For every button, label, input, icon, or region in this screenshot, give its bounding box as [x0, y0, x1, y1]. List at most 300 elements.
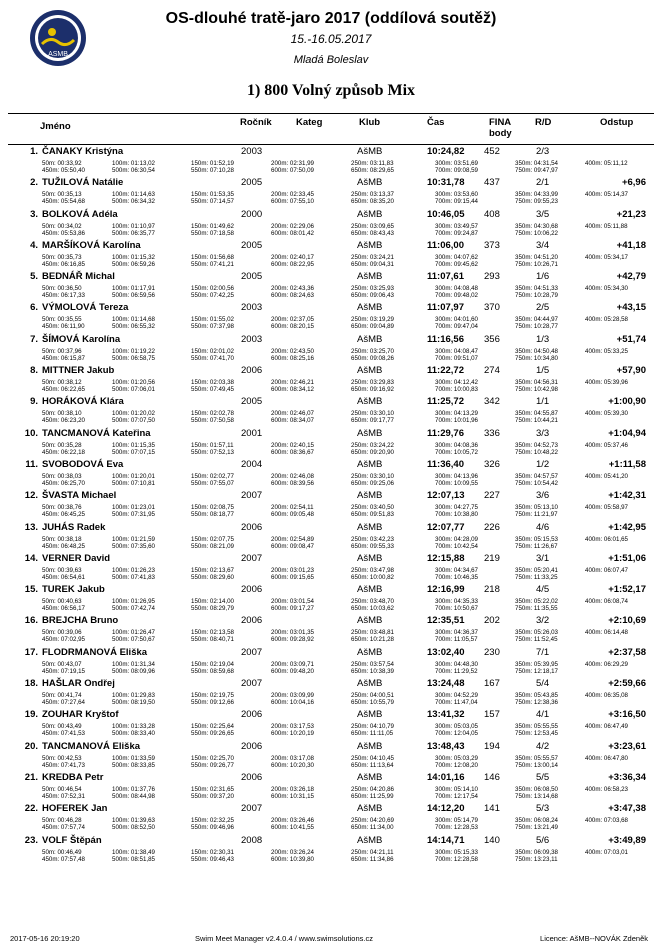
club-name: AšMB: [357, 771, 383, 783]
split-time: 500m: 08:51,85: [112, 855, 156, 863]
heat-lane: 1/6: [536, 271, 550, 283]
result-rank: 5.: [30, 271, 38, 283]
split-time: 300m: 04:13,96: [435, 472, 479, 480]
swimmer-name: HAŠLAR Ondřej: [42, 678, 115, 690]
split-time: 750m: 09:47,97: [515, 167, 559, 174]
split-time: 150m: 01:55,02: [191, 316, 235, 324]
split-time: 550m: 07:18,58: [191, 229, 235, 237]
split-time: 100m: 01:14,68: [112, 316, 156, 324]
final-time: 14:12,20: [427, 803, 465, 815]
split-time: 50m: 00:35,55: [42, 316, 82, 324]
split-time: 150m: 02:32,25: [191, 817, 235, 825]
col-year: Ročník: [240, 117, 272, 128]
split-time: 650m: 11:34,86: [351, 855, 394, 863]
swimmer-name: HORÁKOVÁ Klára: [42, 396, 124, 408]
time-gap: +41,18: [616, 239, 646, 251]
split-time: 350m: 04:44,97: [515, 316, 559, 324]
split-time: 450m: 06:45,25: [42, 511, 86, 519]
split-time: 300m: 05:15,33: [435, 848, 479, 856]
split-time: 350m: 05:26,03: [515, 629, 559, 637]
result-row: [0, 270, 662, 301]
result-rank: 14.: [24, 552, 38, 564]
time-gap: +3:49,89: [608, 834, 646, 846]
heat-lane: 5/5: [536, 771, 550, 783]
result-rank: 8.: [30, 365, 38, 377]
final-time: 12:15,88: [427, 552, 465, 564]
split-time: 550m: 07:52,13: [191, 448, 235, 456]
split-time: 400m: 06:58,23: [585, 785, 629, 793]
split-time: 500m: 06:30,54: [112, 167, 156, 174]
result-row: [0, 646, 662, 677]
heat-lane: 3/5: [536, 208, 550, 220]
club-name: AšMB: [357, 458, 383, 470]
split-time: 650m: 10:55,79: [351, 699, 395, 707]
split-time: 450m: 07:41,53: [42, 730, 86, 738]
split-time: 650m: 10:38,39: [351, 667, 395, 675]
split-time: 550m: 07:10,28: [191, 167, 235, 174]
result-row: [0, 552, 662, 583]
split-time: 250m: 03:48,81: [351, 629, 395, 637]
split-time: 500m: 07:42,74: [112, 605, 156, 613]
split-time: 200m: 03:26,46: [271, 817, 315, 825]
split-time: 400m: 06:47,49: [585, 723, 629, 731]
split-time: 400m: 05:34,17: [585, 253, 629, 261]
split-time: 300m: 04:08,48: [435, 285, 479, 293]
split-time: 700m: 10:09,55: [435, 479, 479, 487]
split-time: 250m: 03:25,93: [351, 285, 395, 293]
fina-points: 452: [484, 146, 500, 157]
split-time: 500m: 06:59,26: [112, 260, 156, 268]
birth-year: 2007: [241, 646, 263, 658]
final-time: 11:07,97: [427, 302, 464, 314]
split-time: 250m: 03:19,29: [351, 316, 395, 324]
split-time: 250m: 03:40,50: [351, 504, 395, 512]
split-time: 300m: 04:07,62: [435, 253, 479, 261]
split-time: 50m: 00:40,63: [42, 598, 82, 606]
split-time: 450m: 07:27,64: [42, 699, 86, 707]
heat-lane: 4/1: [536, 709, 550, 721]
split-time: 350m: 05:39,95: [515, 660, 559, 668]
split-time: 200m: 03:09,71: [271, 660, 315, 668]
split-time: 700m: 09:51,07: [435, 354, 479, 362]
split-time: 450m: 05:54,68: [42, 198, 86, 206]
split-time: 350m: 06:09,38: [515, 848, 559, 856]
split-time: 350m: 04:57,57: [515, 472, 559, 480]
result-rank: 20.: [24, 740, 38, 752]
split-time: 250m: 03:30,10: [351, 410, 395, 418]
split-time: 150m: 02:25,70: [191, 754, 235, 762]
split-time: 350m: 05:55,57: [515, 754, 559, 762]
split-time: 350m: 05:13,10: [515, 504, 559, 512]
club-name: AšMB: [357, 584, 383, 596]
split-time: 350m: 05:20,41: [515, 566, 559, 574]
final-time: 11:22,72: [427, 365, 464, 377]
split-time: 650m: 09:04,89: [351, 323, 395, 331]
split-time: 500m: 07:50,67: [112, 636, 156, 644]
split-time: 300m: 04:12,42: [435, 379, 479, 387]
club-name: AšMB: [357, 208, 383, 220]
split-time: 400m: 05:14,37: [585, 191, 629, 199]
split-time: 550m: 07:55,07: [191, 479, 235, 487]
split-time: 600m: 08:36,67: [271, 448, 315, 456]
swimmer-name: TUŽILOVÁ Natálie: [42, 177, 124, 189]
club-name: AšMB: [357, 396, 383, 408]
split-time: 100m: 01:23,01: [112, 504, 156, 512]
club-name: AšMB: [357, 239, 383, 251]
split-time: 150m: 02:02,78: [191, 410, 235, 418]
split-time: 200m: 02:29,06: [271, 222, 315, 230]
club-name: AšMB: [357, 834, 383, 846]
split-time: 350m: 04:52,73: [515, 441, 559, 449]
split-time: 550m: 09:12,66: [191, 699, 235, 707]
time-gap: +3:16,50: [608, 709, 646, 721]
split-time: 100m: 01:20,02: [112, 410, 156, 418]
split-time: 300m: 05:03,29: [435, 754, 479, 762]
time-gap: +57,90: [616, 365, 646, 377]
split-time: 300m: 04:27,75: [435, 504, 479, 512]
split-time: 100m: 01:39,63: [112, 817, 156, 825]
time-gap: +1:42,31: [608, 490, 646, 502]
fina-points: 408: [484, 208, 500, 220]
split-time: 700m: 09:45,62: [435, 260, 479, 268]
split-time: 150m: 02:19,04: [191, 660, 235, 668]
split-time: 600m: 10:04,16: [271, 699, 315, 707]
birth-year: 2001: [241, 427, 263, 439]
split-time: 450m: 06:17,33: [42, 292, 86, 300]
heat-lane: 3/1: [536, 552, 550, 564]
heat-lane: 2/3: [536, 146, 550, 157]
split-time: 500m: 08:33,85: [112, 761, 156, 769]
results-list: [0, 145, 662, 865]
split-time: 50m: 00:37,96: [42, 347, 82, 355]
result-row: [0, 458, 662, 489]
result-row: [0, 834, 662, 865]
split-time: 450m: 06:16,85: [42, 260, 86, 268]
split-time: 600m: 08:34,12: [271, 386, 315, 394]
split-time: 350m: 05:15,53: [515, 535, 559, 543]
birth-year: 2005: [241, 177, 263, 189]
fina-points: 370: [484, 302, 500, 314]
split-time: 750m: 10:42,98: [515, 386, 559, 394]
time-gap: +3:47,38: [608, 803, 646, 815]
split-time: 700m: 09:24,87: [435, 229, 479, 237]
birth-year: 2006: [241, 615, 263, 627]
heat-lane: 3/6: [536, 490, 550, 502]
split-time: 750m: 11:21,97: [515, 511, 558, 519]
heat-lane: 1/1: [536, 396, 550, 408]
birth-year: 2007: [241, 490, 263, 502]
split-time: 450m: 06:25,70: [42, 479, 86, 487]
split-time: 400m: 06:14,48: [585, 629, 629, 637]
split-time: 550m: 08:29,79: [191, 605, 235, 613]
split-time: 550m: 09:46,43: [191, 855, 235, 863]
fina-points: 157: [484, 709, 500, 721]
split-time: 250m: 04:20,86: [351, 785, 395, 793]
swimmer-name: VERNER David: [42, 552, 111, 564]
fina-points: 230: [484, 646, 500, 658]
swimmer-name: ČANAKY Kristýna: [42, 146, 124, 157]
split-time: 500m: 06:59,56: [112, 292, 156, 300]
split-time: 50m: 00:39,06: [42, 629, 82, 637]
fina-points: 342: [484, 396, 500, 408]
split-time: 650m: 09:08,26: [351, 354, 395, 362]
split-time: 250m: 03:30,10: [351, 472, 395, 480]
page-title: OS-dlouhé tratě-jaro 2017 (oddílová soutěž): [165, 10, 497, 27]
split-time: 150m: 02:02,77: [191, 472, 235, 480]
final-time: 10:46,05: [427, 208, 465, 220]
split-time: 500m: 07:41,83: [112, 573, 156, 581]
fina-points: 146: [484, 771, 500, 783]
split-time: 400m: 06:08,74: [585, 598, 629, 606]
split-time: 450m: 05:50,40: [42, 167, 86, 174]
birth-year: 2003: [241, 333, 263, 345]
heat-lane: 3/2: [536, 615, 550, 627]
club-name: AšMB: [357, 177, 383, 189]
split-time: 600m: 08:39,56: [271, 479, 315, 487]
svg-text:ASMB: ASMB: [48, 51, 68, 58]
swimmer-name: FLODRMANOVÁ Eliška: [42, 646, 148, 658]
result-rank: 1.: [30, 146, 38, 157]
split-time: 300m: 04:28,09: [435, 535, 479, 543]
split-time: 100m: 01:29,83: [112, 692, 156, 700]
swimmer-name: BEDNÁŘ Michal: [42, 271, 115, 283]
split-time: 150m: 01:56,68: [191, 253, 235, 261]
swimmer-name: BOLKOVÁ Adéla: [42, 208, 118, 220]
split-time: 250m: 03:24,22: [351, 441, 395, 449]
split-time: 250m: 03:25,70: [351, 347, 395, 355]
split-time: 100m: 01:33,59: [112, 754, 156, 762]
split-time: 300m: 04:34,67: [435, 566, 479, 574]
split-time: 200m: 03:09,99: [271, 692, 315, 700]
split-time: 50m: 00:38,10: [42, 410, 82, 418]
split-time: 300m: 05:14,10: [435, 785, 479, 793]
split-time: 750m: 10:34,80: [515, 354, 559, 362]
split-time: 50m: 00:39,63: [42, 566, 82, 574]
split-time: 300m: 03:49,57: [435, 222, 479, 230]
split-time: 200m: 02:46,21: [271, 379, 315, 387]
final-time: 11:25,72: [427, 396, 464, 408]
split-time: 150m: 02:19,75: [191, 692, 235, 700]
time-gap: +43,15: [616, 302, 646, 314]
split-time: 150m: 01:57,11: [191, 441, 234, 449]
swimmer-name: MARŠÍKOVÁ Karolína: [42, 239, 141, 251]
heat-lane: 3/3: [536, 427, 550, 439]
split-time: 750m: 13:21,49: [515, 824, 559, 832]
split-time: 750m: 09:55,23: [515, 198, 559, 206]
split-time: 550m: 08:18,77: [191, 511, 235, 519]
split-time: 300m: 04:48,30: [435, 660, 479, 668]
split-time: 700m: 10:42,54: [435, 542, 479, 550]
split-time: 450m: 07:57,48: [42, 855, 86, 863]
club-name: AšMB: [357, 271, 383, 283]
heat-lane: 4/5: [536, 584, 550, 596]
result-rank: 9.: [30, 396, 38, 408]
split-time: 350m: 04:56,31: [515, 379, 559, 387]
results-header: [8, 113, 654, 145]
split-time: 750m: 11:33,25: [515, 573, 558, 581]
time-gap: +6,96: [621, 177, 646, 189]
split-time: 750m: 10:44,21: [515, 417, 559, 425]
result-row: [0, 583, 662, 614]
split-time: 400m: 05:41,20: [585, 472, 629, 480]
result-rank: 21.: [24, 771, 38, 783]
split-time: 700m: 12:17,54: [435, 792, 479, 800]
final-time: 14:01,16: [427, 771, 465, 783]
col-rd: R/D: [535, 117, 552, 128]
birth-year: 2005: [241, 396, 263, 408]
club-name: AšMB: [357, 646, 383, 658]
result-rank: 15.: [24, 584, 38, 596]
split-time: 200m: 02:31,99: [271, 160, 315, 167]
fina-points: 202: [484, 615, 500, 627]
split-time: 50m: 00:33,92: [42, 160, 82, 167]
split-time: 650m: 11:13,64: [351, 761, 394, 769]
split-time: 500m: 08:52,50: [112, 824, 156, 832]
split-time: 150m: 01:52,19: [191, 160, 235, 167]
footer-licence: Licence: AšMB--NOVÁK Zdeněk: [540, 934, 648, 943]
split-time: 250m: 03:42,23: [351, 535, 395, 543]
heat-lane: 3/4: [536, 239, 550, 251]
split-time: 100m: 01:20,56: [112, 379, 156, 387]
split-time: 100m: 01:15,35: [112, 441, 156, 449]
split-time: 550m: 09:37,20: [191, 792, 235, 800]
split-time: 700m: 09:47,04: [435, 323, 479, 331]
split-time: 100m: 01:15,32: [112, 253, 156, 261]
split-time: 50m: 00:46,49: [42, 848, 82, 856]
result-row: [0, 176, 662, 207]
split-time: 500m: 08:19,50: [112, 699, 156, 707]
result-row: [0, 364, 662, 395]
time-gap: +1:04,94: [608, 427, 646, 439]
birth-year: 2003: [241, 146, 263, 157]
swimmer-name: ZOUHAR Kryštof: [42, 709, 119, 721]
split-time: 350m: 04:55,87: [515, 410, 559, 418]
split-time: 100m: 01:37,76: [112, 785, 156, 793]
split-time: 750m: 11:35,55: [515, 605, 558, 613]
split-time: 500m: 08:44,98: [112, 792, 156, 800]
split-time: 450m: 06:56,17: [42, 605, 86, 613]
split-time: 500m: 07:31,95: [112, 511, 156, 519]
meet-place: Mladá Boleslav: [293, 54, 369, 66]
split-time: 350m: 05:22,02: [515, 598, 559, 606]
final-time: 13:41,32: [427, 709, 465, 721]
birth-year: 2006: [241, 709, 263, 721]
result-rank: 19.: [24, 709, 38, 721]
split-time: 200m: 02:43,50: [271, 347, 315, 355]
swimmer-name: ŠVASTA Michael: [42, 490, 117, 502]
split-time: 350m: 04:51,20: [515, 253, 559, 261]
split-time: 600m: 09:08,47: [271, 542, 315, 550]
fina-points: 274: [484, 365, 500, 377]
final-time: 12:35,51: [427, 615, 465, 627]
split-time: 550m: 09:26,65: [191, 730, 235, 738]
split-time: 450m: 07:57,74: [42, 824, 86, 832]
split-time: 200m: 02:54,89: [271, 535, 315, 543]
split-time: 550m: 08:40,71: [191, 636, 235, 644]
heat-lane: 4/6: [536, 521, 550, 533]
split-time: 250m: 04:00,51: [351, 692, 395, 700]
heat-lane: 4/2: [536, 740, 550, 752]
split-time: 50m: 00:46,54: [42, 785, 82, 793]
final-time: 11:06,00: [427, 239, 464, 251]
swimmer-name: MITTNER Jakub: [42, 365, 115, 377]
split-time: 600m: 09:15,65: [271, 573, 315, 581]
heat-lane: 7/1: [536, 646, 550, 658]
split-time: 150m: 02:03,38: [191, 379, 235, 387]
split-time: 750m: 13:00,14: [515, 761, 559, 769]
split-time: 600m: 08:25,16: [271, 354, 315, 362]
result-row: [0, 677, 662, 708]
split-time: 600m: 10:20,30: [271, 761, 315, 769]
split-time: 650m: 08:43,43: [351, 229, 395, 237]
split-time: 700m: 12:04,05: [435, 730, 479, 738]
split-time: 300m: 04:01,60: [435, 316, 479, 324]
fina-points: 219: [484, 552, 500, 564]
split-time: 650m: 09:51,83: [351, 511, 395, 519]
split-time: 750m: 10:28,79: [515, 292, 559, 300]
split-time: 550m: 08:21,09: [191, 542, 235, 550]
split-time: 450m: 07:02,95: [42, 636, 86, 644]
split-time: 50m: 00:43,49: [42, 723, 82, 731]
split-time: 400m: 05:58,97: [585, 504, 629, 512]
split-time: 400m: 05:37,46: [585, 441, 629, 449]
time-gap: +1:52,17: [608, 584, 646, 596]
time-gap: +2:59,66: [608, 678, 646, 690]
meet-dates: 15.-16.05.2017: [290, 32, 372, 46]
club-name: AšMB: [357, 521, 383, 533]
split-time: 350m: 06:08,50: [515, 785, 559, 793]
split-time: 50m: 00:46,28: [42, 817, 82, 825]
split-time: 250m: 03:24,21: [351, 253, 395, 261]
split-time: 400m: 06:35,08: [585, 692, 629, 700]
time-gap: +1:11,58: [608, 458, 646, 470]
split-time: 100m: 01:26,47: [112, 629, 156, 637]
split-time: 550m: 07:42,25: [191, 292, 235, 300]
swimmer-name: TUREK Jakub: [42, 584, 105, 596]
split-time: 250m: 03:29,83: [351, 379, 395, 387]
split-time: 200m: 03:01,54: [271, 598, 315, 606]
split-time: 300m: 04:08,36: [435, 441, 479, 449]
split-time: 500m: 08:33,40: [112, 730, 156, 738]
split-time: 50m: 00:36,50: [42, 285, 82, 293]
result-row: [0, 740, 662, 771]
split-time: 250m: 04:20,69: [351, 817, 395, 825]
split-time: 100m: 01:26,23: [112, 566, 156, 574]
result-rank: 4.: [30, 239, 38, 251]
split-time: 200m: 02:54,11: [271, 504, 314, 512]
result-rank: 17.: [24, 646, 38, 658]
split-time: 500m: 07:35,60: [112, 542, 156, 550]
split-time: 350m: 05:55,55: [515, 723, 559, 731]
split-time: 200m: 02:43,36: [271, 285, 315, 293]
split-time: 500m: 07:07,50: [112, 417, 156, 425]
split-time: 600m: 09:28,92: [271, 636, 315, 644]
split-time: 150m: 02:08,75: [191, 504, 235, 512]
split-time: 300m: 04:35,33: [435, 598, 479, 606]
split-time: 150m: 02:31,65: [191, 785, 235, 793]
split-time: 700m: 09:15,44: [435, 198, 479, 206]
split-time: 400m: 05:28,58: [585, 316, 629, 324]
split-time: 750m: 13:23,11: [515, 855, 558, 863]
club-name: AšMB: [357, 302, 383, 314]
split-time: 500m: 07:10,81: [112, 479, 156, 487]
club-name: AšMB: [357, 803, 383, 815]
final-time: 12:07,77: [427, 521, 465, 533]
result-rank: 11.: [25, 458, 38, 470]
split-time: 100m: 01:33,28: [112, 723, 156, 731]
split-time: 100m: 01:21,59: [112, 535, 156, 543]
footer-timestamp: 2017-05-16 20:19:20: [10, 934, 80, 943]
